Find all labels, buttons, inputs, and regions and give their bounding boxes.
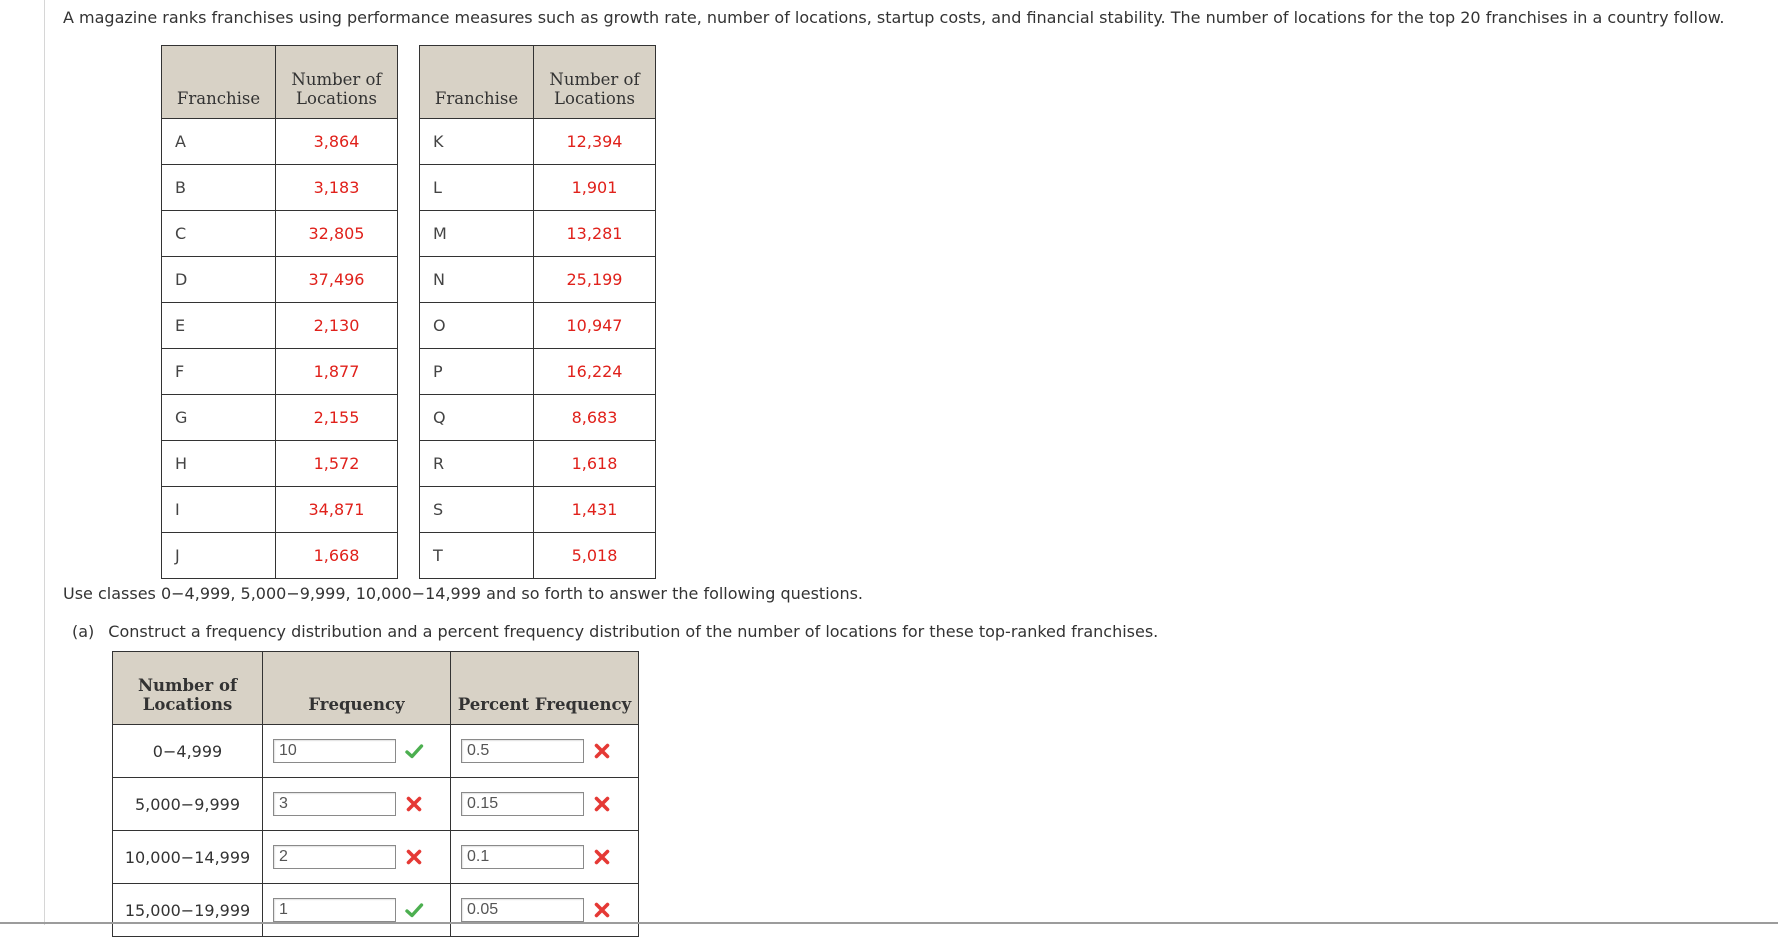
franchise-name: C <box>162 211 276 257</box>
part-a-prompt <box>72 622 1158 642</box>
franchise-locations: 16,224 <box>534 349 656 395</box>
franchise-locations: 2,130 <box>276 303 398 349</box>
percent-frequency-cell <box>451 725 639 778</box>
franchise-row <box>162 441 398 487</box>
franchise-name: B <box>162 165 276 211</box>
franchise-locations: 32,805 <box>276 211 398 257</box>
franchise-row <box>420 165 656 211</box>
answer-input[interactable]: 0.1 <box>461 845 584 869</box>
franchise-name: A <box>162 119 276 165</box>
franchise-row <box>162 119 398 165</box>
header-number-of-locations: Number of Locations <box>534 46 656 119</box>
franchise-row <box>162 303 398 349</box>
cross-icon <box>592 794 612 814</box>
franchise-name: J <box>162 533 276 579</box>
franchise-name: F <box>162 349 276 395</box>
header-class: Number of Locations <box>113 652 263 725</box>
answer-input[interactable]: 0.05 <box>461 898 584 922</box>
percent-frequency-cell <box>451 831 639 884</box>
franchise-row <box>420 487 656 533</box>
answer-input[interactable]: 0.5 <box>461 739 584 763</box>
franchise-row <box>162 395 398 441</box>
cross-icon <box>404 794 424 814</box>
cross-icon <box>592 847 612 867</box>
franchise-table-left <box>161 45 398 579</box>
franchise-row <box>162 487 398 533</box>
franchise-name: I <box>162 487 276 533</box>
frequency-row <box>113 831 639 884</box>
answer-input[interactable]: 0.15 <box>461 792 584 816</box>
franchise-name: N <box>420 257 534 303</box>
franchise-name: P <box>420 349 534 395</box>
franchise-name: E <box>162 303 276 349</box>
franchise-locations: 3,864 <box>276 119 398 165</box>
franchise-locations: 12,394 <box>534 119 656 165</box>
franchise-row <box>420 303 656 349</box>
franchise-locations: 34,871 <box>276 487 398 533</box>
frequency-cell <box>263 884 451 937</box>
franchise-locations: 1,431 <box>534 487 656 533</box>
header-number-of-locations: Number of Locations <box>276 46 398 119</box>
franchise-locations: 1,618 <box>534 441 656 487</box>
frequency-cell <box>263 778 451 831</box>
class-interval: 0−4,999 <box>113 725 263 778</box>
answer-input[interactable]: 2 <box>273 845 396 869</box>
franchise-locations: 1,901 <box>534 165 656 211</box>
franchise-row <box>420 533 656 579</box>
franchise-right-body <box>420 119 656 579</box>
header-percent-frequency: Percent Frequency <box>451 652 639 725</box>
frequency-distribution-table <box>112 651 639 937</box>
class-interval: 15,000−19,999 <box>113 884 263 937</box>
frequency-cell <box>263 725 451 778</box>
franchise-name: H <box>162 441 276 487</box>
franchise-row <box>420 349 656 395</box>
cross-icon <box>592 900 612 920</box>
franchise-name: O <box>420 303 534 349</box>
percent-frequency-cell <box>451 778 639 831</box>
franchise-locations: 10,947 <box>534 303 656 349</box>
answer-input[interactable]: 3 <box>273 792 396 816</box>
franchise-name: G <box>162 395 276 441</box>
franchise-locations: 13,281 <box>534 211 656 257</box>
franchise-name: T <box>420 533 534 579</box>
frequency-cell <box>263 831 451 884</box>
franchise-name: L <box>420 165 534 211</box>
franchise-name: D <box>162 257 276 303</box>
class-interval: 5,000−9,999 <box>113 778 263 831</box>
header-franchise: Franchise <box>420 46 534 119</box>
franchise-locations: 8,683 <box>534 395 656 441</box>
check-icon <box>404 900 424 920</box>
header-frequency: Frequency <box>263 652 451 725</box>
franchise-locations: 1,572 <box>276 441 398 487</box>
frequency-body <box>113 725 639 937</box>
franchise-locations: 3,183 <box>276 165 398 211</box>
cross-icon <box>592 741 612 761</box>
franchise-locations: 5,018 <box>534 533 656 579</box>
franchise-name: M <box>420 211 534 257</box>
header-franchise: Franchise <box>162 46 276 119</box>
franchise-name: R <box>420 441 534 487</box>
check-icon <box>404 741 424 761</box>
franchise-table-right <box>419 45 656 579</box>
frequency-row <box>113 778 639 831</box>
bottom-divider <box>0 922 1778 924</box>
cross-icon <box>404 847 424 867</box>
franchise-row <box>420 395 656 441</box>
percent-frequency-cell <box>451 884 639 937</box>
franchise-name: S <box>420 487 534 533</box>
part-a-text: Construct a frequency distribution and a percent frequency distribution of the number of locations for these top-ranked franchises. <box>108 622 1159 641</box>
franchise-locations: 37,496 <box>276 257 398 303</box>
franchise-name: K <box>420 119 534 165</box>
franchise-row <box>162 165 398 211</box>
frequency-row <box>113 725 639 778</box>
franchise-locations: 1,877 <box>276 349 398 395</box>
class-instructions: Use classes 0−4,999, 5,000−9,999, 10,000−14,999 and so forth to answer the following questions. <box>63 584 863 603</box>
franchise-locations: 1,668 <box>276 533 398 579</box>
franchise-row <box>420 119 656 165</box>
franchise-row <box>162 349 398 395</box>
frequency-row <box>113 884 639 937</box>
franchise-left-body <box>162 119 398 579</box>
franchise-row <box>420 441 656 487</box>
answer-input[interactable]: 10 <box>273 739 396 763</box>
franchise-locations: 2,155 <box>276 395 398 441</box>
franchise-row <box>162 211 398 257</box>
answer-input[interactable]: 1 <box>273 898 396 922</box>
left-divider <box>44 0 45 925</box>
franchise-name: Q <box>420 395 534 441</box>
part-a-label: (a) <box>72 622 95 641</box>
problem-intro: A magazine ranks franchises using performance measures such as growth rate, number of locations, startup costs, and financial stability. The number of locations for the top 20 franchises in a country follow. <box>63 8 1725 27</box>
franchise-locations: 25,199 <box>534 257 656 303</box>
class-interval: 10,000−14,999 <box>113 831 263 884</box>
franchise-row <box>162 533 398 579</box>
franchise-row <box>162 257 398 303</box>
franchise-row <box>420 257 656 303</box>
franchise-row <box>420 211 656 257</box>
